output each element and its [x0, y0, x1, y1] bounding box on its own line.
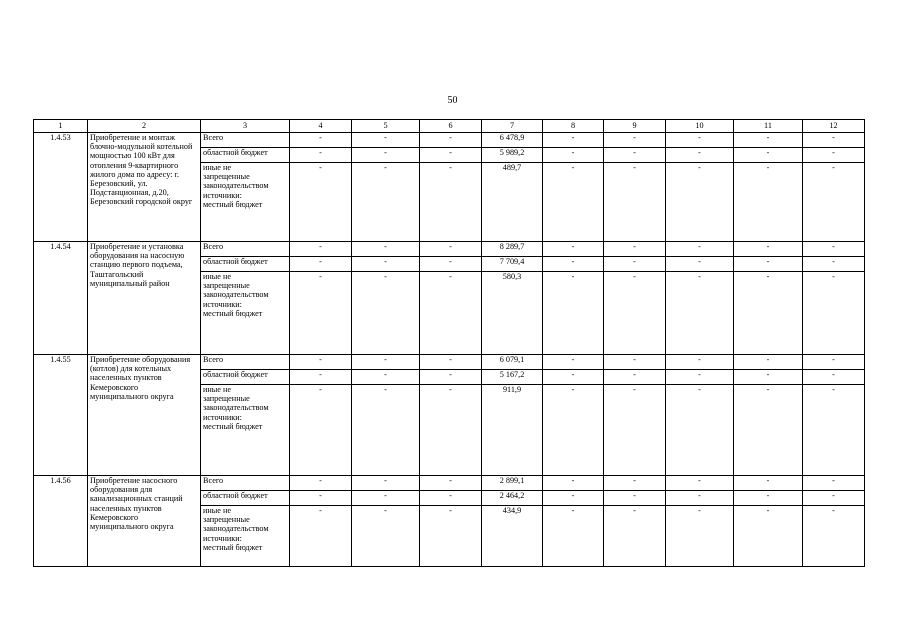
value-cell: - — [420, 272, 482, 355]
value-cell: - — [420, 257, 482, 272]
value-cell: - — [803, 257, 865, 272]
value-cell: - — [543, 476, 604, 491]
value-cell: - — [604, 148, 666, 163]
value-cell: - — [803, 476, 865, 491]
funding-source — [201, 506, 290, 567]
value-cell: - — [734, 506, 803, 567]
value-cell: - — [543, 242, 604, 257]
value-cell: - — [666, 272, 734, 355]
value-cell: - — [290, 476, 352, 491]
value-cell: - — [290, 257, 352, 272]
value-cell: 489,7 — [482, 163, 543, 242]
funding-source-line: местный бюджет — [203, 421, 263, 431]
value-cell: - — [420, 385, 482, 476]
funding-source: Всего — [201, 133, 290, 148]
funding-source: Всего — [201, 242, 290, 257]
value-cell: - — [420, 163, 482, 242]
funding-source-line: источники: — [203, 299, 242, 309]
funding-source-line: источники: — [203, 412, 242, 422]
value-cell: - — [604, 385, 666, 476]
value-cell: - — [734, 272, 803, 355]
value-cell: - — [543, 491, 604, 506]
value-cell: - — [803, 491, 865, 506]
value-cell: - — [604, 272, 666, 355]
value-cell: - — [803, 163, 865, 242]
table-row — [34, 476, 865, 491]
column-header: 2 — [88, 120, 201, 133]
column-header: 5 — [352, 120, 420, 133]
value-cell: - — [543, 257, 604, 272]
value-cell: - — [666, 370, 734, 385]
value-cell: - — [604, 370, 666, 385]
value-cell: - — [420, 355, 482, 370]
value-cell: 6 478,9 — [482, 133, 543, 148]
value-cell: - — [734, 242, 803, 257]
funding-source — [201, 385, 290, 476]
funding-source: областной бюджет — [201, 257, 290, 272]
value-cell: - — [352, 133, 420, 148]
table-body — [34, 133, 865, 567]
value-cell: - — [420, 242, 482, 257]
funding-source-line: запрещенные — [203, 281, 250, 291]
value-cell: - — [666, 148, 734, 163]
item-number: 1.4.53 — [34, 133, 88, 242]
value-cell: - — [543, 506, 604, 567]
funding-source: областной бюджет — [201, 148, 290, 163]
value-cell: - — [604, 257, 666, 272]
value-cell: - — [734, 476, 803, 491]
value-cell: - — [604, 242, 666, 257]
value-cell: - — [604, 506, 666, 567]
value-cell: - — [352, 242, 420, 257]
value-cell: - — [803, 506, 865, 567]
column-header: 4 — [290, 120, 352, 133]
value-cell: 2 899,1 — [482, 476, 543, 491]
funding-source-line: источники: — [203, 190, 242, 200]
funding-source-line: источники: — [203, 533, 242, 543]
funding-source-line: запрещенные — [203, 172, 250, 182]
item-number: 1.4.55 — [34, 355, 88, 476]
column-header: 10 — [666, 120, 734, 133]
value-cell: - — [290, 242, 352, 257]
value-cell: - — [734, 148, 803, 163]
value-cell: - — [803, 385, 865, 476]
column-header: 8 — [543, 120, 604, 133]
value-cell: - — [352, 476, 420, 491]
value-cell: 911,9 — [482, 385, 543, 476]
funding-source: Всего — [201, 355, 290, 370]
value-cell: 5 167,2 — [482, 370, 543, 385]
funding-source — [201, 163, 290, 242]
value-cell: 7 709,4 — [482, 257, 543, 272]
value-cell: - — [352, 163, 420, 242]
value-cell: - — [734, 163, 803, 242]
funding-source: областной бюджет — [201, 370, 290, 385]
value-cell: - — [543, 133, 604, 148]
value-cell: 5 989,2 — [482, 148, 543, 163]
value-cell: - — [290, 272, 352, 355]
value-cell: - — [420, 491, 482, 506]
value-cell: - — [803, 272, 865, 355]
value-cell: - — [666, 163, 734, 242]
value-cell: - — [352, 370, 420, 385]
value-cell: - — [803, 355, 865, 370]
funding-source-line: законодательством — [203, 181, 269, 191]
value-cell: - — [666, 133, 734, 148]
value-cell: - — [604, 491, 666, 506]
funding-source-line: иные не — [203, 163, 231, 172]
table-row — [34, 242, 865, 257]
value-cell: - — [352, 355, 420, 370]
value-cell: - — [290, 385, 352, 476]
column-header: 7 — [482, 120, 543, 133]
value-cell: - — [543, 163, 604, 242]
value-cell: - — [803, 370, 865, 385]
funding-source-line: иные не — [203, 272, 231, 281]
value-cell: - — [666, 476, 734, 491]
value-cell: - — [290, 163, 352, 242]
value-cell: - — [666, 257, 734, 272]
value-cell: - — [604, 163, 666, 242]
value-cell: - — [734, 370, 803, 385]
funding-source: областной бюджет — [201, 491, 290, 506]
value-cell: - — [666, 385, 734, 476]
value-cell: - — [666, 491, 734, 506]
value-cell: - — [666, 506, 734, 567]
value-cell: - — [420, 506, 482, 567]
funding-source-line: законодательством — [203, 290, 269, 300]
value-cell: - — [352, 257, 420, 272]
value-cell: - — [734, 385, 803, 476]
header-row — [34, 120, 865, 133]
value-cell: - — [803, 133, 865, 148]
budget-table — [33, 119, 865, 567]
value-cell: - — [604, 476, 666, 491]
value-cell: - — [543, 272, 604, 355]
column-header: 11 — [734, 120, 803, 133]
funding-source-line: местный бюджет — [203, 308, 263, 318]
value-cell: 6 079,1 — [482, 355, 543, 370]
column-header: 1 — [34, 120, 88, 133]
value-cell: - — [543, 355, 604, 370]
value-cell: - — [734, 491, 803, 506]
value-cell: - — [803, 148, 865, 163]
table-row — [34, 133, 865, 148]
column-header: 3 — [201, 120, 290, 133]
value-cell: 8 289,7 — [482, 242, 543, 257]
column-header: 6 — [420, 120, 482, 133]
funding-source-line: запрещенные — [203, 515, 250, 525]
funding-source-line: законодательством — [203, 524, 269, 534]
value-cell: - — [734, 133, 803, 148]
value-cell: - — [734, 355, 803, 370]
value-cell: - — [290, 133, 352, 148]
value-cell: - — [352, 148, 420, 163]
value-cell: - — [420, 148, 482, 163]
value-cell: - — [543, 370, 604, 385]
funding-source — [201, 272, 290, 355]
funding-source-line: законодательством — [203, 403, 269, 413]
value-cell: - — [290, 506, 352, 567]
funding-source-line: иные не — [203, 385, 231, 394]
value-cell: - — [352, 385, 420, 476]
funding-source-line: местный бюджет — [203, 199, 263, 209]
value-cell: - — [666, 242, 734, 257]
value-cell: - — [543, 148, 604, 163]
value-cell: 580,3 — [482, 272, 543, 355]
value-cell: 434,9 — [482, 506, 543, 567]
funding-source-line: иные не — [203, 506, 231, 515]
item-number: 1.4.56 — [34, 476, 88, 567]
value-cell: - — [420, 476, 482, 491]
value-cell: 2 464,2 — [482, 491, 543, 506]
value-cell: - — [604, 133, 666, 148]
table-row — [34, 355, 865, 370]
value-cell: - — [352, 506, 420, 567]
item-number: 1.4.54 — [34, 242, 88, 355]
item-name: Приобретение и установка оборудования на насосную станцию первого подъема, Таштагольский муниципальный район — [88, 242, 201, 355]
value-cell: - — [604, 355, 666, 370]
value-cell: - — [290, 355, 352, 370]
item-name: Приобретение и монтаж блочно-модульной котельной мощностью 100 кВт для отопления 9-квартирного жилого дома по адресу: г. Березовский, ул. Подстанционная, д.20, Березовский городской округ — [88, 133, 201, 242]
funding-source-line: запрещенные — [203, 394, 250, 404]
column-header: 12 — [803, 120, 865, 133]
value-cell: - — [290, 370, 352, 385]
item-name: Приобретение насосного оборудования для канализационных станций населенных пунктов Кемеровского муниципального округа — [88, 476, 201, 567]
value-cell: - — [290, 491, 352, 506]
value-cell: - — [803, 242, 865, 257]
funding-source-line: местный бюджет — [203, 542, 263, 552]
page-number: 50 — [447, 95, 458, 106]
value-cell: - — [352, 491, 420, 506]
value-cell: - — [734, 257, 803, 272]
value-cell: - — [290, 148, 352, 163]
column-header: 9 — [604, 120, 666, 133]
value-cell: - — [420, 370, 482, 385]
value-cell: - — [543, 385, 604, 476]
value-cell: - — [352, 272, 420, 355]
funding-source: Всего — [201, 476, 290, 491]
item-name: Приобретение оборудования (котлов) для котельных населенных пунктов Кемеровского муниципального округа — [88, 355, 201, 476]
value-cell: - — [420, 133, 482, 148]
value-cell: - — [666, 355, 734, 370]
